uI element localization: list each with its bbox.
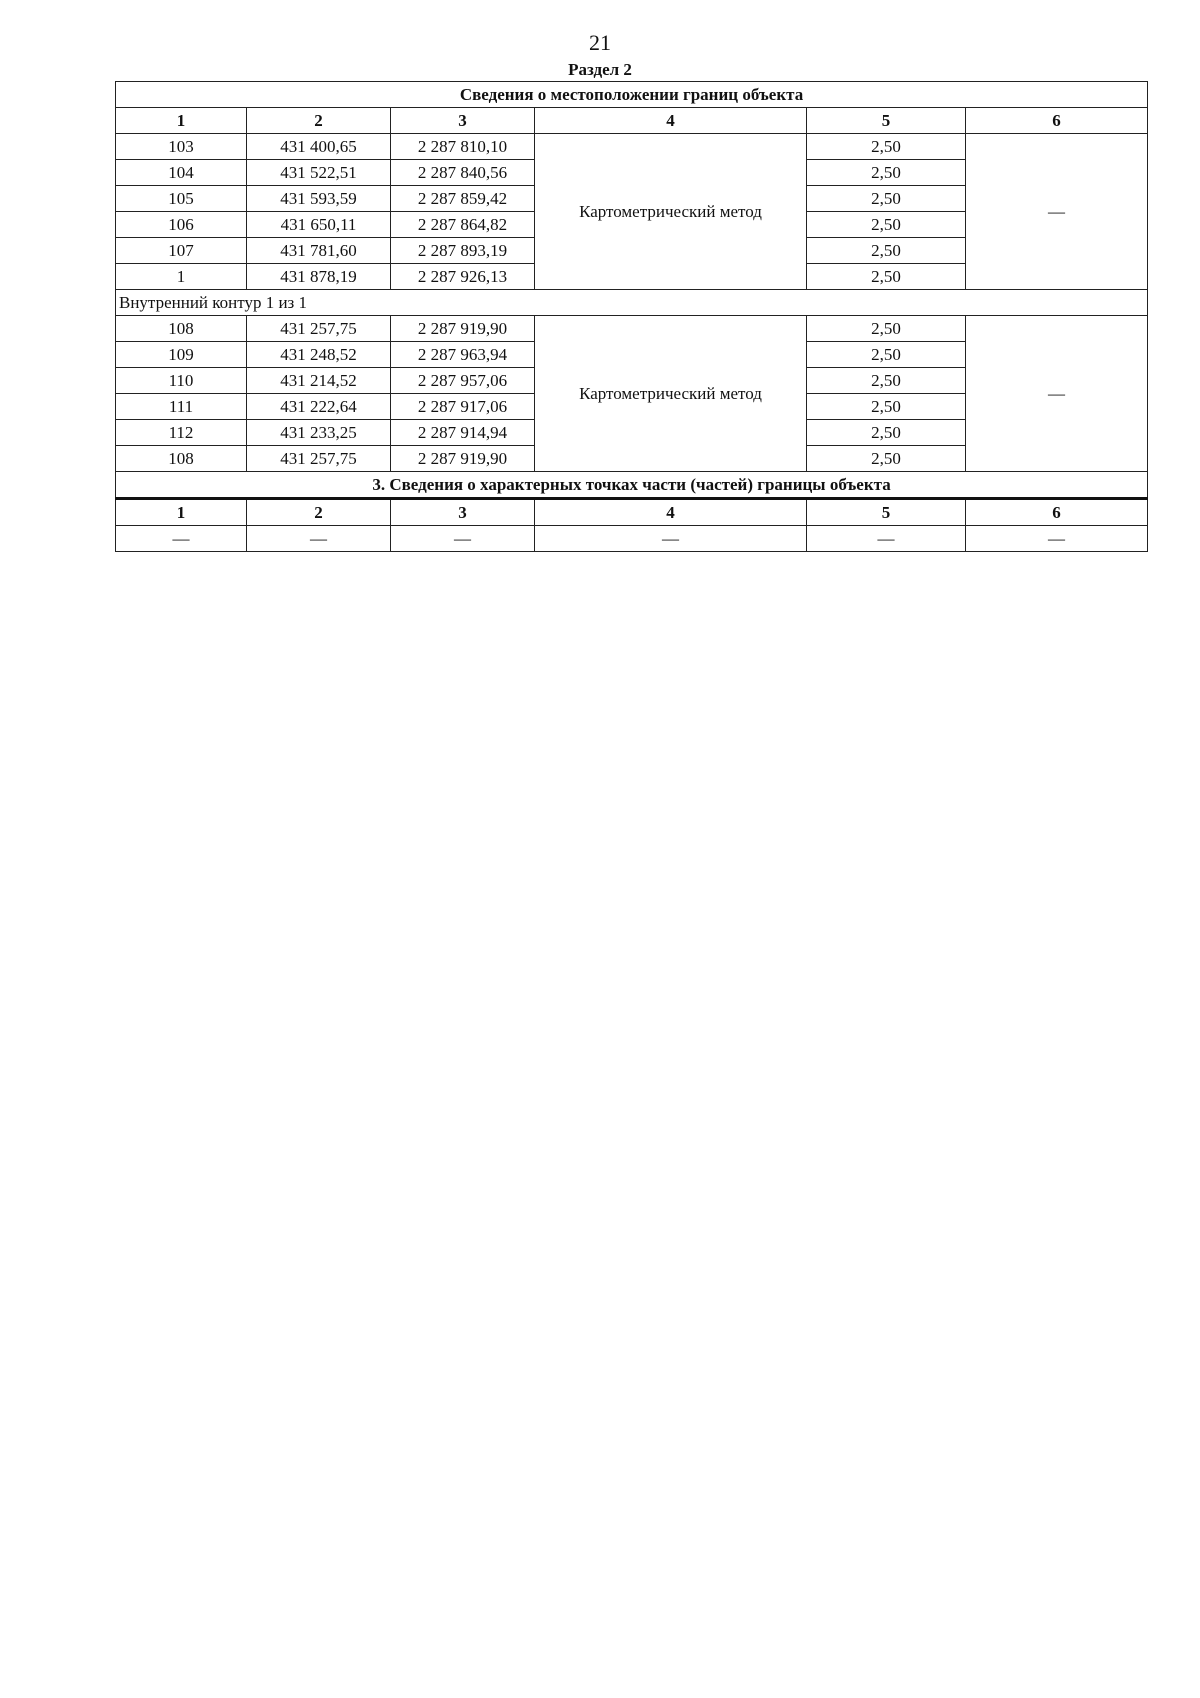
accuracy-cell: 2,50 — [807, 368, 966, 394]
column-header: 3 — [391, 499, 535, 526]
table-row — [116, 316, 1148, 342]
accuracy-cell: 2,50 — [807, 134, 966, 160]
y-coordinate-cell: 2 287 914,94 — [391, 420, 535, 446]
accuracy-cell: 2,50 — [807, 160, 966, 186]
x-coordinate-cell: 431 222,64 — [247, 394, 391, 420]
table-caption: Сведения о местоположении границ объекта — [116, 82, 1148, 108]
accuracy-cell: 2,50 — [807, 264, 966, 290]
y-coordinate-cell: 2 287 917,06 — [391, 394, 535, 420]
x-coordinate-cell: 431 650,11 — [247, 212, 391, 238]
point-number-cell: 104 — [116, 160, 247, 186]
column-header: 4 — [535, 108, 807, 134]
accuracy-cell: 2,50 — [807, 342, 966, 368]
point-number-cell: 106 — [116, 212, 247, 238]
x-coordinate-cell: 431 233,25 — [247, 420, 391, 446]
method-cell: Картометрический метод — [535, 134, 807, 290]
x-coordinate-cell: 431 400,65 — [247, 134, 391, 160]
y-coordinate-cell: 2 287 810,10 — [391, 134, 535, 160]
boundary-table — [115, 81, 1148, 552]
dash-cell: — — [116, 526, 247, 552]
table-row — [116, 134, 1148, 160]
column-header: 3 — [391, 108, 535, 134]
dash-cell: — — [807, 526, 966, 552]
dash-cell: — — [247, 526, 391, 552]
point-number-cell: 108 — [116, 446, 247, 472]
description-cell: — — [966, 316, 1148, 472]
column-header: 5 — [807, 108, 966, 134]
column-header: 1 — [116, 108, 247, 134]
table-caption-row — [116, 82, 1148, 108]
section-title: Раздел 2 — [568, 60, 632, 79]
dash-cell: — — [391, 526, 535, 552]
accuracy-cell: 2,50 — [807, 420, 966, 446]
point-number-cell: 108 — [116, 316, 247, 342]
x-coordinate-cell: 431 257,75 — [247, 446, 391, 472]
x-coordinate-cell: 431 257,75 — [247, 316, 391, 342]
part-points-caption-row — [116, 472, 1148, 499]
column-header: 5 — [807, 499, 966, 526]
y-coordinate-cell: 2 287 893,19 — [391, 238, 535, 264]
column-number-row — [116, 108, 1148, 134]
accuracy-cell: 2,50 — [807, 238, 966, 264]
part-points-caption: 3. Сведения о характерных точках части (частей) границы объекта — [116, 472, 1148, 499]
point-number-cell: 109 — [116, 342, 247, 368]
boundary-table-body — [116, 82, 1148, 552]
column-header: 6 — [966, 108, 1148, 134]
point-number-cell: 112 — [116, 420, 247, 446]
accuracy-cell: 2,50 — [807, 394, 966, 420]
part-points-row — [116, 526, 1148, 552]
y-coordinate-cell: 2 287 919,90 — [391, 446, 535, 472]
point-number-cell: 107 — [116, 238, 247, 264]
x-coordinate-cell: 431 214,52 — [247, 368, 391, 394]
y-coordinate-cell: 2 287 864,82 — [391, 212, 535, 238]
column-header: 1 — [116, 499, 247, 526]
column-header: 4 — [535, 499, 807, 526]
point-number-cell: 103 — [116, 134, 247, 160]
dash-cell: — — [966, 526, 1148, 552]
part-points-column-number-row — [116, 499, 1148, 526]
contour-label: Внутренний контур 1 из 1 — [116, 290, 1148, 316]
x-coordinate-cell: 431 593,59 — [247, 186, 391, 212]
accuracy-cell: 2,50 — [807, 186, 966, 212]
x-coordinate-cell: 431 522,51 — [247, 160, 391, 186]
point-number-cell: 105 — [116, 186, 247, 212]
accuracy-cell: 2,50 — [807, 316, 966, 342]
contour-label-row — [116, 290, 1148, 316]
accuracy-cell: 2,50 — [807, 212, 966, 238]
y-coordinate-cell: 2 287 919,90 — [391, 316, 535, 342]
y-coordinate-cell: 2 287 840,56 — [391, 160, 535, 186]
page-number: 21 — [589, 30, 611, 55]
y-coordinate-cell: 2 287 963,94 — [391, 342, 535, 368]
dash-cell: — — [535, 526, 807, 552]
point-number-cell: 110 — [116, 368, 247, 394]
y-coordinate-cell: 2 287 957,06 — [391, 368, 535, 394]
column-header: 2 — [247, 499, 391, 526]
point-number-cell: 111 — [116, 394, 247, 420]
y-coordinate-cell: 2 287 926,13 — [391, 264, 535, 290]
column-header: 6 — [966, 499, 1148, 526]
method-cell: Картометрический метод — [535, 316, 807, 472]
column-header: 2 — [247, 108, 391, 134]
description-cell: — — [966, 134, 1148, 290]
point-number-cell: 1 — [116, 264, 247, 290]
accuracy-cell: 2,50 — [807, 446, 966, 472]
x-coordinate-cell: 431 878,19 — [247, 264, 391, 290]
x-coordinate-cell: 431 248,52 — [247, 342, 391, 368]
x-coordinate-cell: 431 781,60 — [247, 238, 391, 264]
y-coordinate-cell: 2 287 859,42 — [391, 186, 535, 212]
